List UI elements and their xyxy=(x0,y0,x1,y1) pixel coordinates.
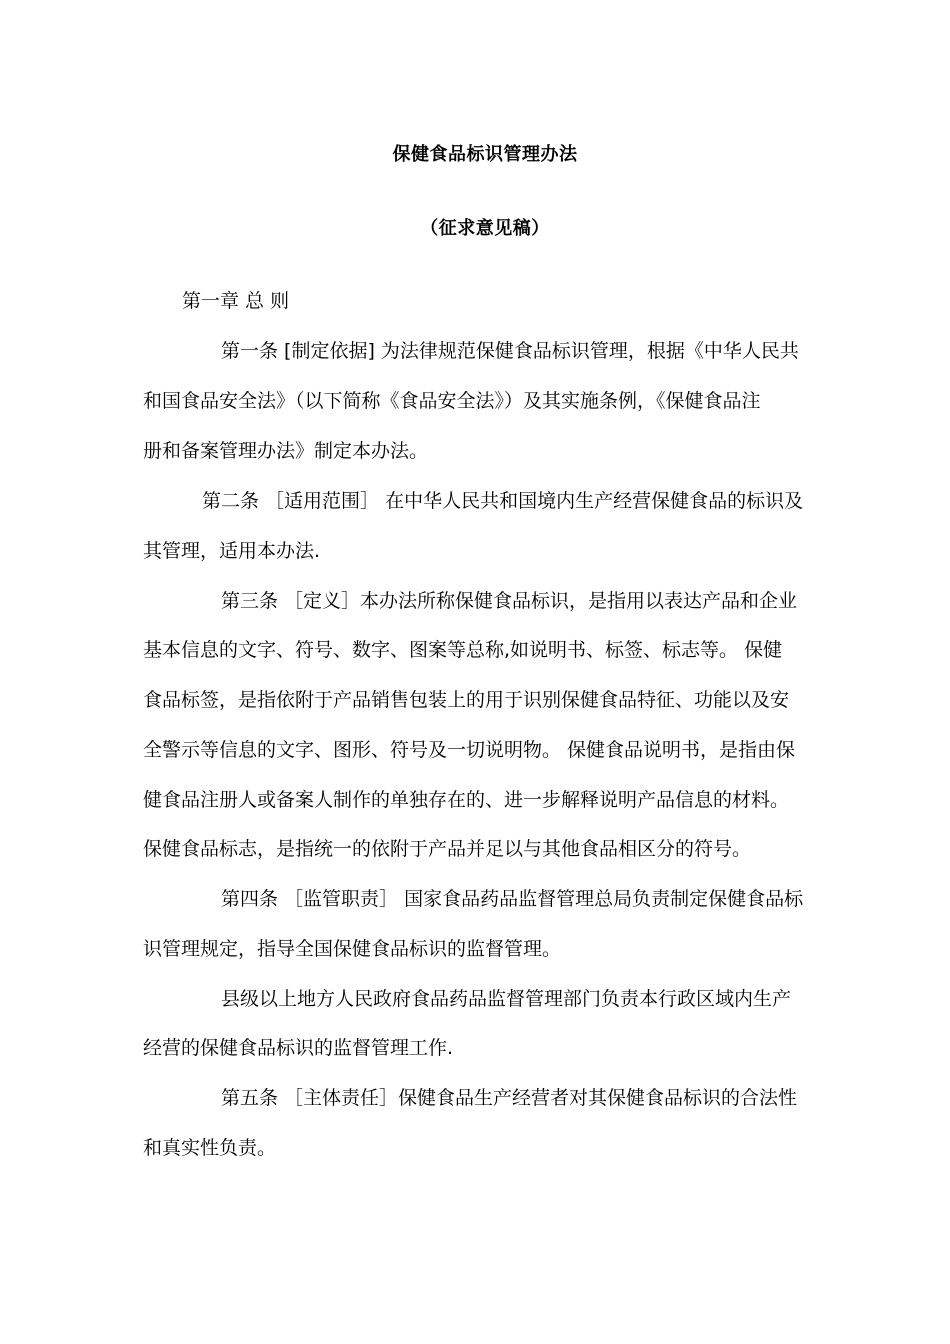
article-1-line-3: 册和备案管理办法》制定本办法。 xyxy=(143,440,429,462)
article-3-line-4: 全警示等信息的文字、图形、符号及一切说明物。 保健食品说明书，是指由保 xyxy=(143,739,796,761)
chapter-heading: 第一章 总 则 xyxy=(182,290,290,312)
article-3-line-6: 保健食品标志，是指统一的依附于产品并足以与其他食品相区分的符号。 xyxy=(143,838,752,860)
article-4-para-2-line-1: 县级以上地方人民政府食品药品监督管理部门负责本行政区域内生产 xyxy=(221,988,792,1010)
article-3-line-5: 健食品注册人或备案人制作的单独存在的、进一步解释说明产品信息的材料。 xyxy=(143,789,790,811)
article-5-line-1: 第五条 ［主体责任］保健食品生产经营者对其保健食品标识的合法性 xyxy=(221,1087,798,1109)
article-3-line-1: 第三条 ［定义］本办法所称保健食品标识，是指用以表达产品和企业 xyxy=(221,590,798,612)
article-1-line-2: 和国食品安全法》（以下简称《食品安全法》）及其实施条例，《保健食品注 xyxy=(143,390,761,412)
article-2-line-1: 第二条 ［适用范围］ 在中华人民共和国境内生产经营保健食品的标识及 xyxy=(202,490,804,512)
article-3-line-3: 食品标签，是指依附于产品销售包装上的用于识别保健食品特征、功能以及安 xyxy=(143,689,790,711)
document-subtitle: （征求意见稿） xyxy=(420,218,550,239)
article-4-line-2: 识管理规定，指导全国保健食品标识的监督管理。 xyxy=(143,938,562,960)
article-4-para-2-line-2: 经营的保健食品标识的监督管理工作. xyxy=(143,1037,454,1059)
article-2-line-2: 其管理，适用本办法. xyxy=(143,540,321,562)
article-5-line-2: 和真实性负责。 xyxy=(143,1137,277,1159)
article-4-line-1: 第四条 ［监管职责］ 国家食品药品监督管理总局负责制定保健食品标 xyxy=(221,888,804,910)
article-1-line-1: 第一条 [制定依据] 为法律规范保健食品标识管理，根据《中华人民共 xyxy=(221,340,799,362)
document-title: 保健食品标识管理办法 xyxy=(392,144,578,165)
article-3-line-2: 基本信息的文字、符号、数字、图案等总称,如说明书、标签、标志等。 保健 xyxy=(143,639,783,661)
